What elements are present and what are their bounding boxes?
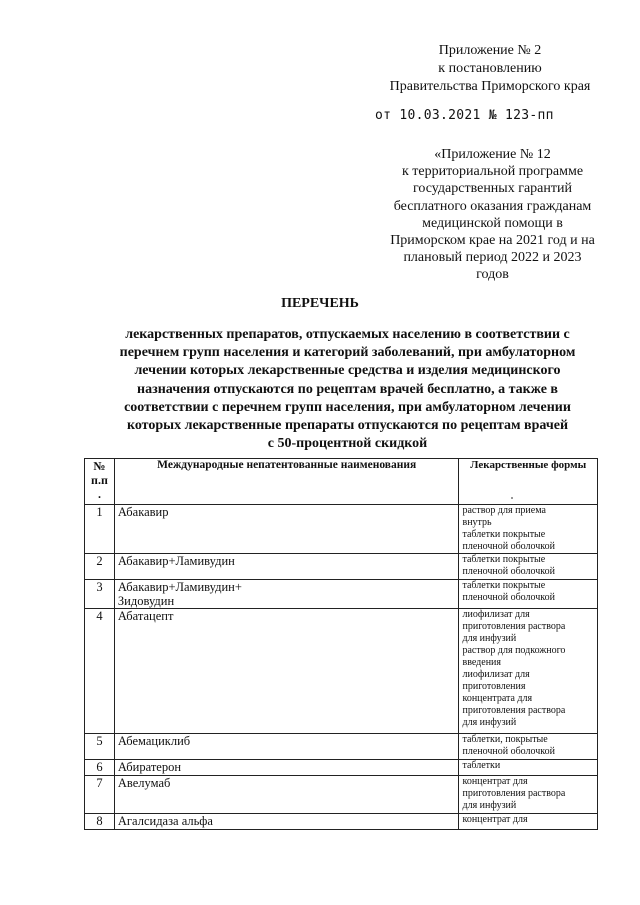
row-forms [459, 554, 598, 580]
dosage-form: для инфузий [462, 717, 517, 728]
table-row [85, 505, 598, 554]
row-number: 5 [85, 734, 115, 760]
row-inn-name: Абакавир+Ламивудин+ Зидовудин [114, 580, 459, 609]
dosage-form: таблетки покрытые [462, 580, 546, 591]
header-inn: Международные непатентованные наименования [114, 459, 459, 505]
row-forms [459, 580, 598, 609]
header-forms: Лекарственные формы [459, 459, 598, 505]
header-number-line: п.п [91, 473, 108, 487]
table-row [85, 776, 598, 814]
row-inn-name: Агалсидаза альфа [114, 814, 459, 830]
appendix-line: Правительства Приморского края [389, 79, 591, 94]
dosage-form: пленочной оболочкой [462, 566, 556, 577]
row-number: 8 [85, 814, 115, 830]
appendix12-line: плановый период 2022 и 2023 [403, 250, 582, 266]
row-forms [459, 609, 598, 734]
dosage-form: раствор для подкожного [462, 645, 566, 656]
table-header-row [85, 459, 598, 505]
row-forms [459, 505, 598, 554]
row-inn-name: Абакавир+Ламивудин [114, 554, 459, 580]
order-stamp: от 10.03.2021 № 123-пп [375, 108, 554, 123]
row-forms [459, 734, 598, 760]
dosage-form: концентрат для [462, 814, 528, 825]
header-number-line: № [93, 459, 106, 473]
appendix-line: к постановлению [438, 61, 542, 76]
appendix12-line: государственных гарантий [413, 181, 572, 197]
dosage-form: таблетки покрытые [462, 529, 546, 540]
table-row [85, 814, 598, 830]
table-row [85, 609, 598, 734]
medicines-table [84, 458, 598, 830]
appendix12-line: «Приложение № 12 [434, 147, 551, 162]
subheading-line: с 50-процентной скидкой [267, 436, 428, 452]
dosage-form: приготовления раствора [462, 788, 566, 799]
dosage-form: раствор для приема [462, 505, 546, 516]
table-row [85, 734, 598, 760]
appendix12-line: Приморском крае на 2021 год и на [390, 233, 595, 249]
subheading-line: соответствии с перечнем групп населения, при амбулаторном лечении [124, 399, 571, 415]
appendix12-line: к территориальной программе [401, 164, 584, 180]
dosage-form: для инфузий [462, 800, 517, 811]
document-heading: ПЕРЕЧЕНЬ [281, 296, 359, 311]
dosage-form: лиофилизат для [462, 609, 530, 620]
table-body [85, 505, 598, 830]
subheading-line: которых лекарственные препараты отпускаются по рецептам врачей [126, 418, 569, 434]
dosage-form: приготовления раствора [462, 621, 566, 632]
dosage-form: пленочной оболочкой [462, 746, 556, 757]
dosage-form: введения [462, 657, 502, 668]
appendix12-line: медицинской помощи в [422, 215, 563, 231]
row-forms [459, 760, 598, 776]
header-number-line: . [97, 487, 101, 501]
row-forms [459, 814, 598, 830]
subheading-line: назначения отпускаются по рецептам врачей бесплатно, а также в [137, 381, 558, 397]
appendix12-line: годов [476, 267, 509, 283]
dosage-form: концентрат для [462, 776, 528, 787]
table-row [85, 554, 598, 580]
row-number: 7 [85, 776, 115, 814]
dosage-form: таблетки покрытые [462, 554, 546, 565]
row-number: 4 [85, 609, 115, 734]
table-row [85, 760, 598, 776]
row-inn-name: Абемациклиб [114, 734, 459, 760]
dosage-form: приготовления [462, 681, 526, 692]
dosage-form: приготовления раствора [462, 705, 566, 716]
header-number [85, 459, 115, 505]
row-number: 1 [85, 505, 115, 554]
scan-artifact [511, 497, 513, 499]
subheading-line: лечении которых лекарственные средства и изделия медицинского [134, 363, 561, 379]
dosage-form: пленочной оболочкой [462, 541, 556, 552]
row-number: 3 [85, 580, 115, 609]
row-inn-name: Абиратерон [114, 760, 459, 776]
dosage-form: таблетки, покрытые [462, 734, 548, 745]
row-inn-name: Абатацепт [114, 609, 459, 734]
row-number: 6 [85, 760, 115, 776]
appendix-line: Приложение № 2 [438, 43, 542, 58]
subheading-line: перечнем групп населения и категорий заболеваний, при амбулаторном [119, 345, 576, 361]
dosage-form: внутрь [462, 517, 492, 528]
row-inn-name: Авелумаб [114, 776, 459, 814]
dosage-form: концентрата для [462, 693, 533, 704]
appendix12-line: бесплатного оказания гражданам [393, 198, 592, 214]
dosage-form: таблетки [462, 760, 501, 771]
subheading-line: лекарственных препаратов, отпускаемых населению в соответствии с [125, 327, 570, 342]
row-inn-name: Абакавир [114, 505, 459, 554]
dosage-form: лиофилизат для [462, 669, 530, 680]
appendix-2-header [375, 42, 605, 96]
dosage-form: пленочной оболочкой [462, 592, 556, 603]
document-subheading [80, 326, 615, 453]
row-forms [459, 776, 598, 814]
dosage-form: для инфузий [462, 633, 517, 644]
appendix-12-header [370, 146, 615, 284]
table-row [85, 580, 598, 609]
row-number: 2 [85, 554, 115, 580]
